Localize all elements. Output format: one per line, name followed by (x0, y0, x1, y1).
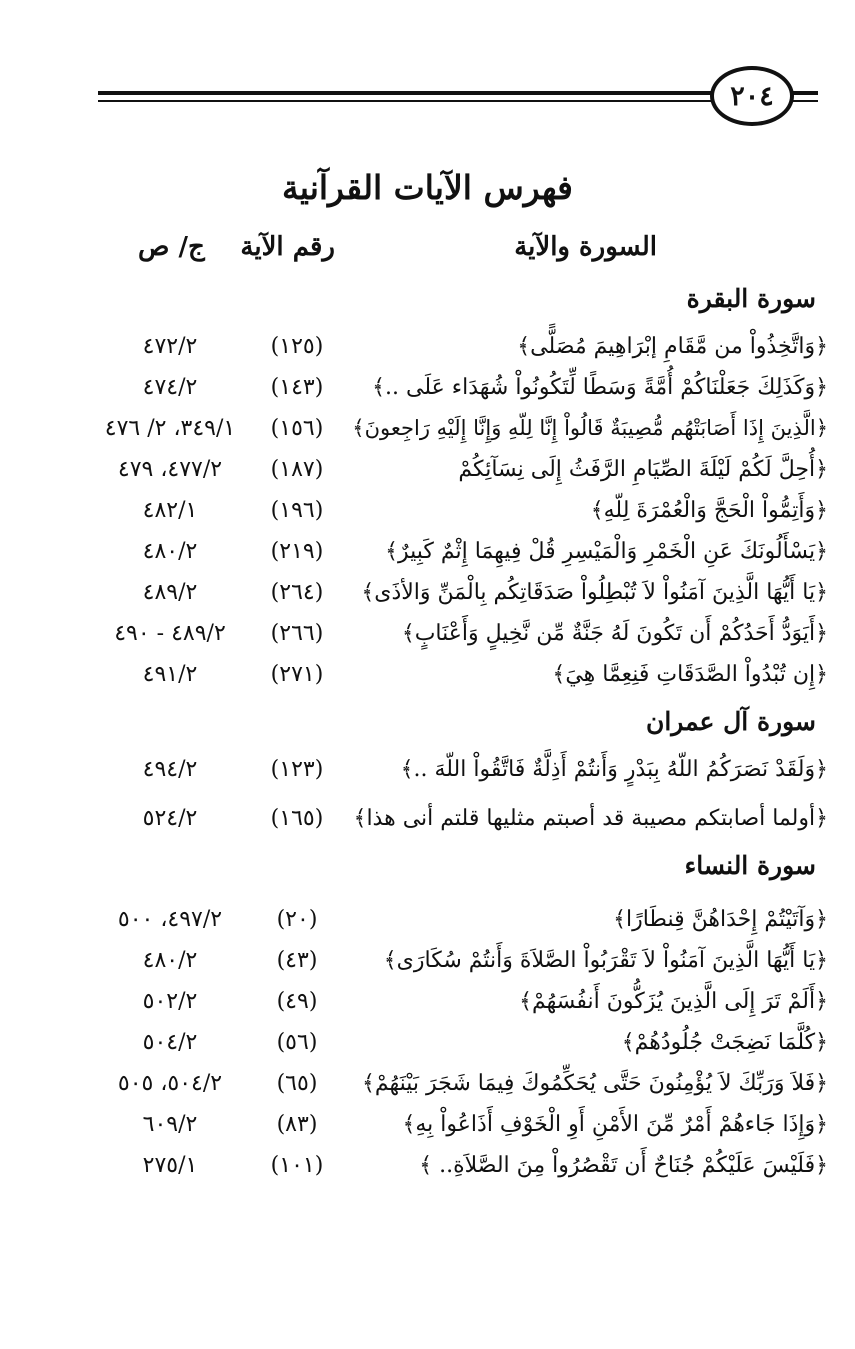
volume-page-ref: ٥٠٤/٢ (142, 1030, 198, 1055)
surah-title: سورة النساء (684, 851, 816, 880)
verse-text: ﴿وَآتَيْتُمْ إِحْدَاهُنَّ قِنطَارًا﴾ (613, 907, 828, 932)
volume-page-ref: ٥٠٤/٢، ٥٠٥ (117, 1071, 223, 1096)
volume-page-ref: ٤٧٢/٢ (142, 334, 198, 359)
ayah-number: (٢٧١) (270, 662, 324, 687)
volume-page-ref: ٤٨٩/٢ - ٤٩٠ (114, 621, 226, 646)
verse-text: ﴿فَلاَ وَرَبِّكَ لاَ يُؤْمِنُونَ حَتَّى يُحَكِّمُوكَ فِيمَا شَجَرَ بَيْنَهُمْ﴾ (361, 1071, 828, 1096)
ayah-number: (٤٣) (276, 948, 318, 973)
table-row (95, 613, 828, 654)
ayah-number: (٢١٩) (270, 539, 324, 564)
volume-page-ref: ٤٩٧/٢، ٥٠٠ (117, 907, 223, 932)
table-row (95, 654, 828, 695)
ayah-number: (٢٦٦) (270, 621, 324, 646)
column-header-volume-page: ج/ ص (138, 232, 205, 262)
column-header-surah-ayah: السورة والآية (514, 232, 657, 262)
ayah-number: (١٢٥) (270, 334, 324, 359)
column-header-ayah-number: رقم الآية (240, 232, 335, 262)
ayah-number: (١٠١) (270, 1153, 324, 1178)
verse-text: ﴿فَلَيْسَ عَلَيْكُمْ جُنَاحٌ أَن تَقْصُرُواْ مِنَ الصَّلاَةِ.. ﴾ (419, 1153, 828, 1178)
ayah-number: (٢٦٤) (270, 580, 324, 605)
table-row (95, 449, 828, 490)
table-row (95, 749, 828, 790)
table-row (95, 1063, 828, 1104)
table-row (95, 1145, 828, 1186)
ayah-number: (١٦٥) (270, 806, 324, 831)
ayah-number: (١٨٧) (270, 457, 324, 482)
table-row (95, 367, 828, 408)
index-table (95, 280, 828, 1186)
verse-text: ﴿أولما أصابتكم مصيبة قد أصبتم مثليها قلتم أنى هذا﴾ (353, 806, 828, 831)
verse-text: ﴿وَلَقَدْ نَصَرَكُمُ اللّهُ بِبَدْرٍ وَأَنتُمْ أَذِلَّةٌ فَاتَّقُواْ اللّهَ ..﴾ (400, 757, 828, 782)
volume-page-ref: ٦٠٩/٢ (142, 1112, 198, 1137)
table-row (95, 326, 828, 367)
table-row (95, 490, 828, 531)
volume-page-ref: ٥٠٢/٢ (142, 989, 198, 1014)
volume-page-ref: ٤٨٩/٢ (142, 580, 198, 605)
volume-page-ref: ٤٧٧/٢، ٤٧٩ (117, 457, 223, 482)
verse-text: ﴿إِن تُبْدُواْ الصَّدَقَاتِ فَنِعِمَّا هِيَ﴾ (552, 662, 828, 687)
verse-text: ﴿يَا أَيُّهَا الَّذِينَ آمَنُواْ لاَ تَقْرَبُواْ الصَّلاَةَ وَأَنتُمْ سُكَارَى﴾ (383, 948, 828, 973)
verse-text: ﴿يَسْأَلُونَكَ عَنِ الْخَمْرِ وَالْمَيْسِرِ قُلْ فِيهِمَا إِثْمٌ كَبِيرٌ﴾ (385, 539, 828, 564)
page-number: ٢٠٤ (710, 66, 794, 126)
verse-text: ﴿أَيَوَدُّ أَحَدُكُمْ أَن تَكُونَ لَهُ جَنَّةٌ مِّن نَّخِيلٍ وَأَعْنَابٍ﴾ (401, 621, 828, 646)
verse-text: ﴿وَاتَّخِذُواْ من مَّقَامِ إبْرَاهِيمَ مُصَلًّى﴾ (517, 334, 828, 359)
table-row (95, 1104, 828, 1145)
volume-page-ref: ٥٢٤/٢ (142, 806, 198, 831)
volume-page-ref: ٢٧٥/١ (142, 1153, 198, 1178)
table-row (95, 798, 828, 839)
ayah-number: (١٢٣) (270, 757, 324, 782)
verse-text: ﴿كُلَّمَا نَضِجَتْ جُلُودُهُمْ﴾ (621, 1030, 828, 1055)
verse-text: ﴿وَكَذَلِكَ جَعَلْنَاكُمْ أُمَّةً وَسَطًا لِّتَكُونُواْ شُهَدَاء عَلَى ..﴾ (372, 375, 828, 400)
table-row (95, 940, 828, 981)
verse-text: ﴿أَلَمْ تَرَ إِلَى الَّذِينَ يُزَكُّونَ أَنفُسَهُمْ﴾ (519, 989, 828, 1014)
volume-page-ref: ٤٩١/٢ (142, 662, 198, 687)
table-row (95, 1022, 828, 1063)
table-row (95, 572, 828, 613)
ayah-number: (١٩٦) (270, 498, 324, 523)
table-row (95, 981, 828, 1022)
surah-title: سورة البقرة (686, 284, 816, 313)
verse-text: ﴿الَّذِينَ إِذَا أَصَابَتْهُم مُّصِيبَةٌ قَالُواْ إِنَّا لِلّهِ وَإِنَّا إِلَيْهِ رَاجِعونَ﴾ (352, 416, 828, 440)
verse-text: ﴿يَا أَيُّهَا الَّذِينَ آمَنُواْ لاَ تُبْطِلُواْ صَدَقَاتِكُم بِالْمَنِّ وَالأذَى﴾ (361, 580, 828, 605)
ayah-number: (٢٠) (276, 907, 318, 932)
table-row (95, 899, 828, 940)
ayah-number: (١٥٦) (270, 416, 324, 441)
volume-page-ref: ٤٧٤/٢ (142, 375, 198, 400)
ayah-number: (٥٦) (276, 1030, 318, 1055)
page-title: فهرس الآيات القرآنية (282, 168, 573, 207)
ayah-number: (١٤٣) (270, 375, 324, 400)
volume-page-ref: ٣٤٩/١، ٢/ ٤٧٦ (104, 416, 236, 441)
ayah-number: (٨٣) (276, 1112, 318, 1137)
volume-page-ref: ٤٩٤/٢ (142, 757, 198, 782)
volume-page-ref: ٤٨٠/٢ (142, 948, 198, 973)
volume-page-ref: ٤٨٢/١ (142, 498, 198, 523)
surah-title: سورة آل عمران (645, 707, 816, 736)
verse-text: ﴿وَإِذَا جَاءهُمْ أَمْرٌ مِّنَ الأَمْنِ أَوِ الْخَوْفِ أَذَاعُواْ بِهِ﴾ (402, 1112, 828, 1137)
table-row (95, 408, 828, 449)
ayah-number: (٤٩) (276, 989, 318, 1014)
volume-page-ref: ٤٨٠/٢ (142, 539, 198, 564)
verse-text: ﴿أُحِلَّ لَكُمْ لَيْلَةَ الصِّيَامِ الرَّفَثُ إِلَى نِسَآئِكُمْ (458, 457, 828, 482)
verse-text: ﴿وَأَتِمُّواْ الْحَجَّ وَالْعُمْرَةَ لِلّهِ﴾ (590, 498, 828, 523)
table-row (95, 531, 828, 572)
ayah-number: (٦٥) (276, 1071, 318, 1096)
